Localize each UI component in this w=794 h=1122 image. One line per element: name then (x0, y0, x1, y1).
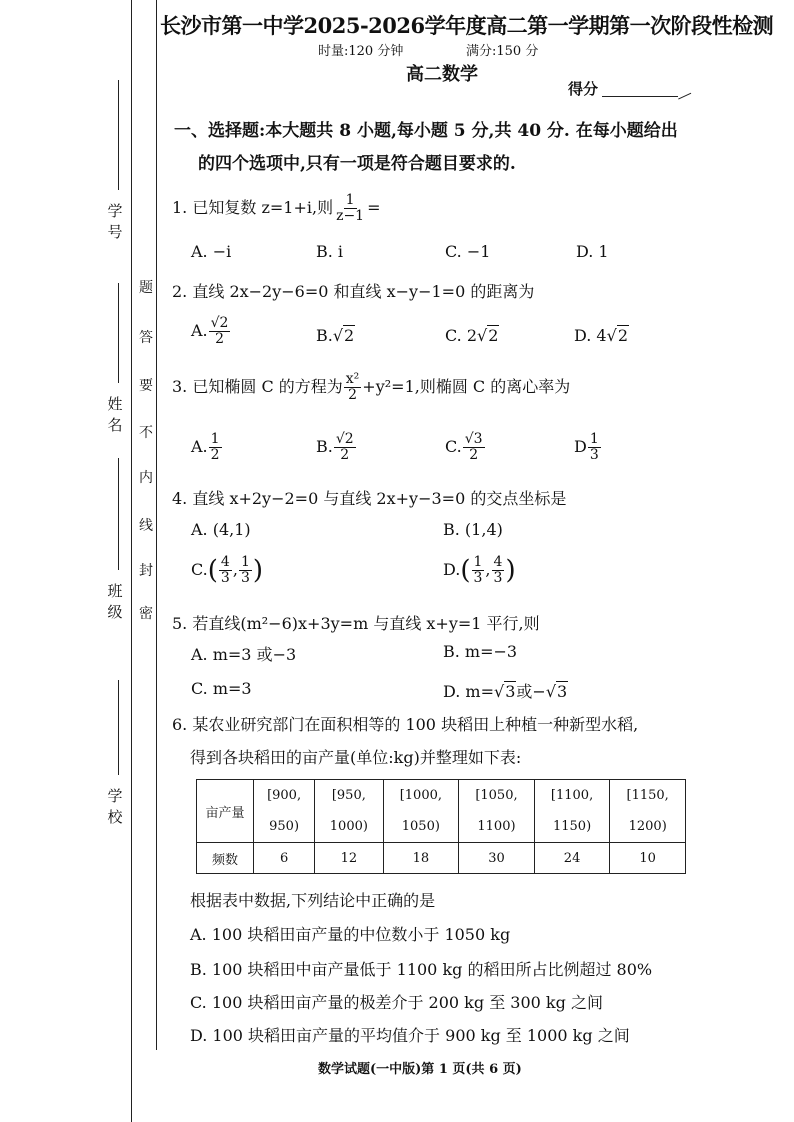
class-label: 班 级 (107, 582, 123, 621)
section-heading-cont: 的四个选项中,只有一项是符合题目要求的. (198, 154, 516, 174)
q4-option-c[interactable]: C.( $\frac{4}{3}$ , $\frac{1}{3}$ ) (191, 554, 264, 586)
table-header-yield: 亩产量 (197, 780, 254, 843)
subject-title: 高二数学 (406, 64, 478, 85)
school-blank[interactable] (118, 680, 119, 775)
q4-option-d[interactable]: D.( $\frac{1}{3}$ , $\frac{4}{3}$ ) (443, 554, 516, 586)
table-cell-freq-2: 12 (315, 843, 383, 874)
table-cell-freq-1: 6 (254, 843, 315, 874)
school-label: 学 校 (107, 787, 123, 826)
yield-frequency-table (196, 779, 686, 874)
table-cell-freq-5: 24 (534, 843, 610, 874)
q5-option-d[interactable]: D. m=√3或−√3 (443, 682, 568, 701)
score-label: 得分 (568, 80, 599, 98)
student-number-label: 学 号 (107, 202, 123, 241)
section-heading: 一、选择题:本大题共 8 小题,每小题 5 分,共 40 分. 在每小题给出 (174, 121, 678, 141)
q4-option-a[interactable]: A. (4,1) (191, 520, 251, 539)
score-blank-tail (675, 85, 691, 99)
seal-char-yao: 要 (139, 378, 153, 394)
q1-stem: 1. 已知复数 z=1+i,则 (172, 198, 334, 217)
q6-option-c[interactable]: C. 100 块稻田亩产量的极差介于 200 kg 至 300 kg 之间 (190, 993, 603, 1012)
q2-option-b[interactable]: B.√2 (316, 326, 355, 345)
question-6-cont: 得到各块稻田的亩产量(单位:kg)并整理如下表: (190, 748, 522, 767)
seal-char-mi: 密 (139, 606, 153, 622)
table-range-top-2: [950, (315, 780, 383, 811)
exam-time: 时量:120 分钟 (318, 44, 404, 59)
student-number-blank[interactable] (118, 80, 119, 190)
q5-option-a[interactable]: A. m=3 或−3 (191, 645, 297, 664)
table-range-top-1: [900, (254, 780, 315, 811)
exam-full-score: 满分:150 分 (466, 44, 539, 59)
name-label: 姓 名 (107, 395, 123, 434)
table-range-top-4: [1050, (459, 780, 535, 811)
table-range-bottom-3: 1050) (383, 811, 459, 843)
question-1: 1. 已知复数 z=1+i,则 $\frac{1}{z-1}$ = (172, 192, 381, 224)
page-footer: 数学试题(一中版)第 1 页(共 6 页) (318, 1062, 522, 1077)
question-2: 2. 直线 2x−2y−6=0 和直线 x−y−1=0 的距离为 (172, 282, 535, 301)
question-5: 5. 若直线(m²−6)x+3y=m 与直线 x+y=1 平行,则 (172, 614, 540, 633)
q1-option-d[interactable]: D. 1 (576, 242, 609, 261)
table-range-bottom-4: 1100) (459, 811, 535, 843)
seal-char-ti: 题 (139, 280, 153, 296)
q2-option-c[interactable]: C. 2√2 (445, 326, 499, 345)
table-range-bottom-2: 1000) (315, 811, 383, 843)
seal-char-nei: 内 (139, 470, 153, 486)
score-blank[interactable] (602, 96, 678, 97)
seal-char-feng: 封 (139, 563, 153, 579)
table-cell-freq-3: 18 (383, 843, 459, 874)
binding-line-inner (156, 0, 157, 1050)
q3-option-d[interactable]: D $\frac{1}{3}$ (574, 431, 599, 463)
q2-option-a[interactable]: A. $\frac{√2}{2}$ (191, 315, 229, 347)
q3-fraction: $\frac{\text{x²}}{2}$ (345, 371, 360, 403)
q4-option-b[interactable]: B. (1,4) (443, 520, 503, 539)
question-3: 3. 已知椭圆 C 的方程为 $\frac{\text{x²}}{2}$ +y²=1,则椭圆 C 的离心率为 (172, 371, 571, 403)
exam-title: 长沙市第一中学2025-2026学年度高二第一学期第一次阶段性检测 (160, 13, 774, 38)
table-range-top-5: [1100, (534, 780, 610, 811)
q1-fraction: $\frac{1}{z-1}$ (336, 192, 365, 224)
table-range-bottom-5: 1150) (534, 811, 610, 843)
q5-option-b[interactable]: B. m=−3 (443, 642, 518, 661)
question-4: 4. 直线 x+2y−2=0 与直线 2x+y−3=0 的交点坐标是 (172, 489, 567, 508)
name-blank[interactable] (118, 283, 119, 383)
table-cell-freq-6: 10 (610, 843, 686, 874)
seal-char-bu: 不 (139, 425, 153, 441)
q1-option-b[interactable]: B. i (316, 242, 344, 261)
class-blank[interactable] (118, 458, 119, 570)
q6-option-d[interactable]: D. 100 块稻田亩产量的平均值介于 900 kg 至 1000 kg 之间 (190, 1026, 630, 1045)
question-6-lead: 根据表中数据,下列结论中正确的是 (190, 891, 436, 910)
q5-option-c[interactable]: C. m=3 (191, 679, 252, 698)
table-cell-freq-4: 30 (459, 843, 535, 874)
q6-option-a[interactable]: A. 100 块稻田亩产量的中位数小于 1050 kg (190, 925, 511, 944)
q3-option-a[interactable]: A. $\frac{1}{2}$ (191, 431, 220, 463)
seal-char-xian: 线 (139, 518, 153, 534)
question-6: 6. 某农业研究部门在面积相等的 100 块稻田上种植一种新型水稻, (172, 715, 639, 734)
q1-option-c[interactable]: C. −1 (445, 242, 491, 261)
table-range-top-6: [1150, (610, 780, 686, 811)
q3-option-c[interactable]: C. $\frac{√3}{2}$ (445, 431, 483, 463)
seal-char-da: 答 (139, 330, 153, 346)
table-range-bottom-6: 1200) (610, 811, 686, 843)
binding-line-outer (131, 0, 132, 1122)
q1-option-a[interactable]: A. −i (191, 242, 232, 261)
q3-option-b[interactable]: B. $\frac{√2}{2}$ (316, 431, 354, 463)
table-range-top-3: [1000, (383, 780, 459, 811)
table-range-bottom-1: 950) (254, 811, 315, 843)
table-header-frequency: 频数 (197, 843, 254, 874)
q6-option-b[interactable]: B. 100 块稻田中亩产量低于 1100 kg 的稻田所占比例超过 80% (190, 960, 653, 979)
q2-option-d[interactable]: D. 4√2 (574, 326, 628, 345)
